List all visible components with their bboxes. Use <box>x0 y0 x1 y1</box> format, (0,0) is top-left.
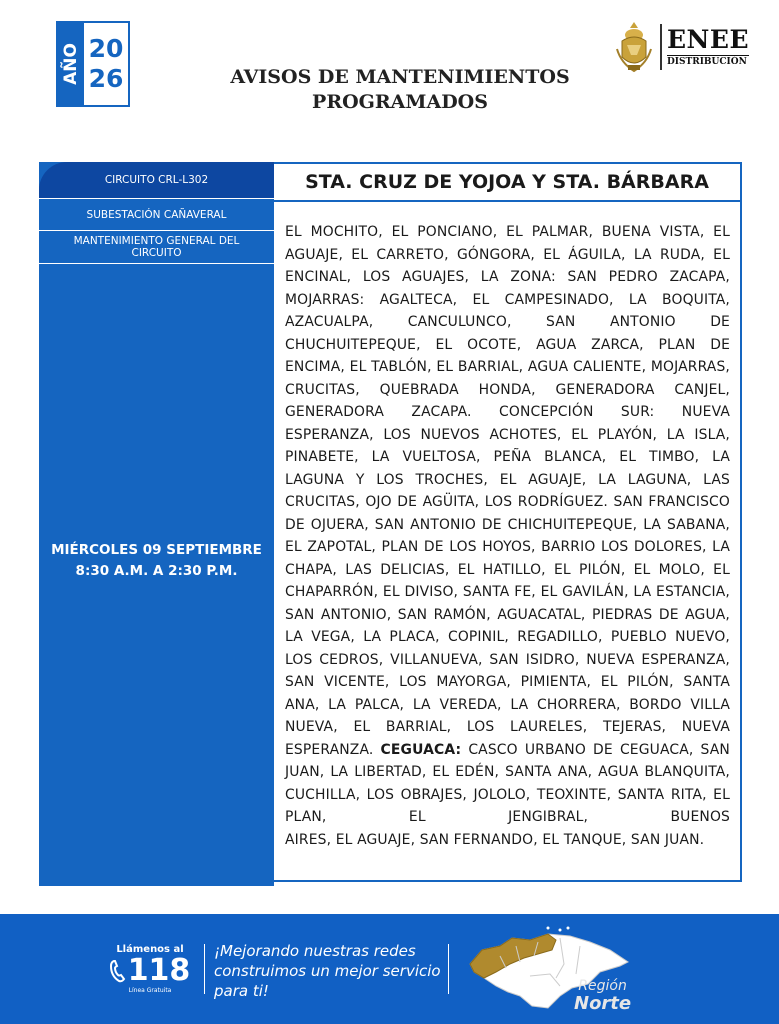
slogan: ¡Mejorando nuestras redes construimos un mejor servicio para ti! <box>214 942 441 1000</box>
substation-label: SUBESTACIÓN CAÑAVERAL <box>39 199 274 231</box>
region-label <box>574 978 631 1014</box>
year-badge <box>56 21 130 107</box>
phone-number-row <box>108 955 192 987</box>
phone-icon <box>110 959 126 983</box>
notice-right-panel <box>274 162 742 882</box>
zones-part-2: CASCO URBANO DE CEGUACA, SAN JUAN, LA LIBERTAD, EL EDÉN, SANTA ANA, AGUA BLANQUITA, CUCHILLA, LOS OBRAJES, JOLOLO, TEOXINTE, SANTA RITA, EL PLAN, EL JENGIBRAL, BUENOS <box>285 741 730 825</box>
circuit-label: CIRCUITO CRL-L302 <box>39 162 274 199</box>
schedule-time: 8:30 A.M. A 2:30 P.M. <box>75 563 238 579</box>
logo-divider <box>660 24 662 70</box>
footer-banner <box>0 914 779 1024</box>
hotline <box>108 944 192 994</box>
affected-zones <box>274 202 740 851</box>
schedule-date: MIÉRCOLES 09 SEPTIEMBRE <box>51 542 262 558</box>
year-top: 20 <box>88 34 124 63</box>
enee-logo <box>613 18 763 76</box>
zones-last-line: AIRES, EL AGUAJE, SAN FERNANDO, EL TANQUE, SAN JUAN. <box>285 831 705 848</box>
year-label-box <box>58 23 84 105</box>
line-label: Línea Gratuita <box>128 987 172 994</box>
title-line-2: PROGRAMADOS <box>312 91 488 113</box>
area-title: STA. CRUZ DE YOJOA Y STA. BÁRBARA <box>274 164 740 202</box>
logo-name: ENEE <box>667 25 750 54</box>
zones-part-1: EL MOCHITO, EL PONCIANO, EL PALMAR, BUENA VISTA, EL AGUAJE, EL CARRETO, GÓNGORA, EL ÁGUILA, LA RUDA, EL ENCINAL, LOS AGUAJES, LA ZONA: SAN PEDRO ZACAPA, MOJARRAS: AGALTECA, EL CAMPESINADO, LA BOQUITA, AZACUALPA, CANCULUNCO, SAN ANTONIO DE CHUCHUITEPEQUE, EL OCOTE, AGUA ZARCA, PLAN DE ENCIMA, EL TABLÓN, EL BARRIAL, AGUA CALIENTE, MOJARRAS, CRUCITAS, QUEBRADA HONDA, GENERADORA CANJEL, GENERADORA ZACAPA. CONCEPCIÓN SUR: NUEVA ESPERANZA, LOS NUEVOS ACHOTES, EL PLAYÓN, LA ISLA, PINABETE, LA VUELTOSA, PEÑA BLANCA, EL TIMBO, LA LAGUNA Y LOS TROCHES, EL AGUAJE, LA LAGUNA, LAS CRUCITAS, OJO DE AGÜITA, LOS RODRÍGUEZ. SAN FRANCISCO DE OJUERA, SAN ANTONIO DE CHICHUITEPEQUE, LA SABANA, EL ZAPOTAL, PLAN DE LOS HOYOS, BARRIO LOS DOLORES, LA CHAPA, LAS DELICIAS, EL HATILLO, EL PILÓN, EL MOLO, EL CHAPARRÓN, EL DIVISO, SANTA FE, EL GAVILÁN, LA ESTANCIA, SAN ANTONIO, SAN RAMÓN, AGUACATAL, PIEDRAS DE AGUA, LA VEGA, LA PLACA, COPINIL, REGADILLO, PUEBLO NUEVO, LOS CEDROS, VILLANUEVA, SAN ISIDRO, NUEVA ESPERANZA, SAN VICENTE, LOS MAYORGA, PIMIENTA, EL PILÓN, SANTA ANA, LA PALCA, LA VEREDA, LA CHORRERA, BORDO VILLA NUEVA, EL BARRIAL, LOS LAURELES, TEJERAS, NUEVA ESPERANZA. <box>285 224 730 758</box>
region-line-1: Región <box>578 978 627 994</box>
zones-bold-label: CEGUACA: <box>380 741 462 758</box>
page-title <box>180 65 620 115</box>
year-digits <box>84 23 128 105</box>
logo-subtitle: DISTRIBUCIÓN <box>667 55 749 67</box>
footer-divider-1 <box>204 944 205 994</box>
title-line-1: AVISOS DE MANTENIMIENTOS <box>230 66 570 88</box>
year-bottom: 26 <box>88 64 124 93</box>
honduras-emblem-icon <box>613 19 655 75</box>
logo-text <box>667 27 749 67</box>
region-line-2: Norte <box>574 993 632 1014</box>
footer-divider-2 <box>448 944 449 994</box>
call-label: Llámenos al <box>116 944 184 955</box>
notice-left-panel <box>39 162 274 886</box>
phone-number: 118 <box>127 953 191 988</box>
maintenance-type-label: MANTENIMIENTO GENERAL DEL CIRCUITO <box>39 231 274 264</box>
schedule <box>39 540 274 582</box>
year-label: AÑO <box>61 43 81 85</box>
